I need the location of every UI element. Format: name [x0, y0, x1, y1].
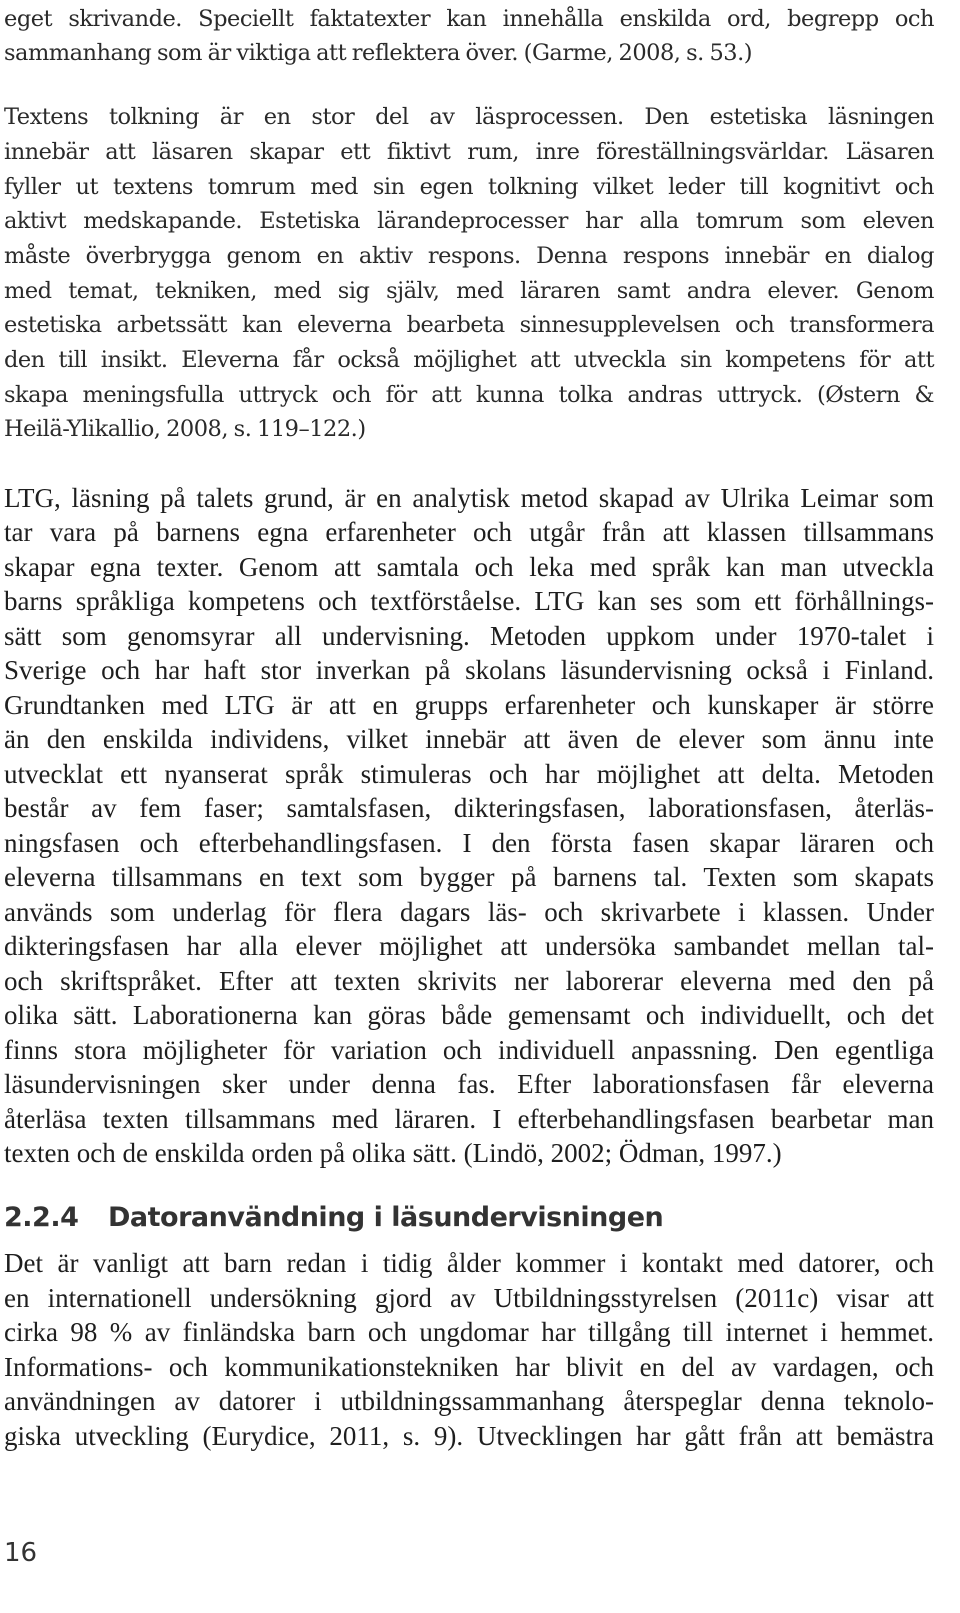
text-line: eget skrivande. Speciellt faktatexter kan innehålla enskilda ord, begrepp och [4, 6, 934, 32]
text-line: finns stora möjligheter för variation och individuell anpassning. Den egentliga [4, 1035, 934, 1065]
text-line: en internationell undersökning gjord av Utbildningsstyrelsen (2011c) visar att [4, 1283, 934, 1313]
text-line: måste överbrygga genom en aktiv respons. Denna respons innebär en dialog [4, 243, 934, 269]
text-line: cirka 98 % av finländska barn och ungdomar har tillgång till internet i hemmet. [4, 1317, 934, 1347]
text-line: barns språkliga kompetens och textförståelse. LTG kan ses som ett förhållnings- [4, 586, 934, 616]
text-line: fyller ut textens tomrum med sin egen tolkning vilket leder till kognitivt och [4, 174, 934, 200]
text-line: den till insikt. Eleverna får också möjlighet att utveckla sin kompetens för att [4, 347, 934, 373]
text-line: Grundtanken med LTG är att en grupps erfarenheter och kunskaper är större [4, 690, 934, 720]
text-line: eleverna tillsammans en text som bygger på barnens tal. Texten som skapats [4, 862, 934, 892]
text-line: läsundervisningen sker under denna fas. Efter laborationsfasen får eleverna [4, 1069, 934, 1099]
text-line: används som underlag för flera dagars läs- och skrivarbete i klassen. Under [4, 897, 934, 927]
text-line: giska utveckling (Eurydice, 2011, s. 9). Utvecklingen har gått från att bemästra [4, 1421, 934, 1451]
text-line: texten och de enskilda orden på olika sätt. (Lindö, 2002; Ödman, 1997.) [4, 1138, 782, 1168]
text-line: Det är vanligt att barn redan i tidig ålder kommer i kontakt med datorer, och [4, 1248, 934, 1278]
text-line: användningen av datorer i utbildningssammanhang återspeglar denna teknolo- [4, 1386, 934, 1416]
text-line: med temat, tekniken, med sig själv, med läraren samt andra elever. Genom [4, 278, 934, 304]
text-line: utvecklat ett nyanserat språk stimuleras och har möjlighet att delta. Metoden [4, 759, 934, 789]
text-line: olika sätt. Laborationerna kan göras både gemensamt och individuellt, och det [4, 1000, 934, 1030]
section-heading [4, 1198, 663, 1238]
text-line: består av fem faser; samtalsfasen, dikteringsfasen, laborationsfasen, återläs- [4, 793, 934, 823]
text-line: LTG, läsning på talets grund, är en analytisk metod skapad av Ulrika Leimar som [4, 483, 934, 513]
text-line: estetiska arbetssätt kan eleverna bearbeta sinnesupplevelsen och transformera [4, 312, 934, 338]
text-line: sätt som genomsyrar all undervisning. Metoden uppkom under 1970-talet i [4, 621, 934, 651]
text-line: innebär att läsaren skapar ett fiktivt rum, inre föreställningsvärldar. Läsaren [4, 139, 934, 165]
text-line: sammanhang som är viktiga att reflektera över. (Garme, 2008, s. 53.) [4, 40, 753, 66]
text-line: Heilä-Ylikallio, 2008, s. 119–122.) [4, 416, 366, 442]
text-line: och skriftspråket. Efter att texten skrivits ner laborerar eleverna med den på [4, 966, 934, 996]
text-line: aktivt medskapande. Estetiska lärandeprocesser har alla tomrum som eleven [4, 208, 934, 234]
text-line: tar vara på barnens egna erfarenheter och utgår från att klassen tillsammans [4, 517, 934, 547]
text-line: skapar egna texter. Genom att samtala och leka med språk kan man utveckla [4, 552, 934, 582]
text-line: Informations- och kommunikationstekniken har blivit en del av vardagen, och [4, 1352, 934, 1382]
text-line: Textens tolkning är en stor del av läsprocessen. Den estetiska läsningen [4, 104, 934, 130]
page-number: 16 [4, 1538, 38, 1568]
text-line: dikteringsfasen har alla elever möjlighet att undersöka sambandet mellan tal- [4, 931, 934, 961]
text-line: ningsfasen och efterbehandlingsfasen. I den första fasen skapar läraren och [4, 828, 934, 858]
text-line: skapa meningsfulla uttryck och för att kunna tolka andras uttryck. (Østern & [4, 382, 934, 408]
text-line: återläsa texten tillsammans med läraren. I efterbehandlingsfasen bearbetar man [4, 1104, 934, 1134]
text-line: Sverige och har haft stor inverkan på skolans läsundervisning också i Finland. [4, 655, 934, 685]
section-title: Datoranvändning i läsundervisningen [108, 1202, 664, 1233]
section-number: 2.2.4 [4, 1202, 79, 1233]
text-line: än den enskilda individens, vilket innebär att även de elever som ännu inte [4, 724, 934, 754]
